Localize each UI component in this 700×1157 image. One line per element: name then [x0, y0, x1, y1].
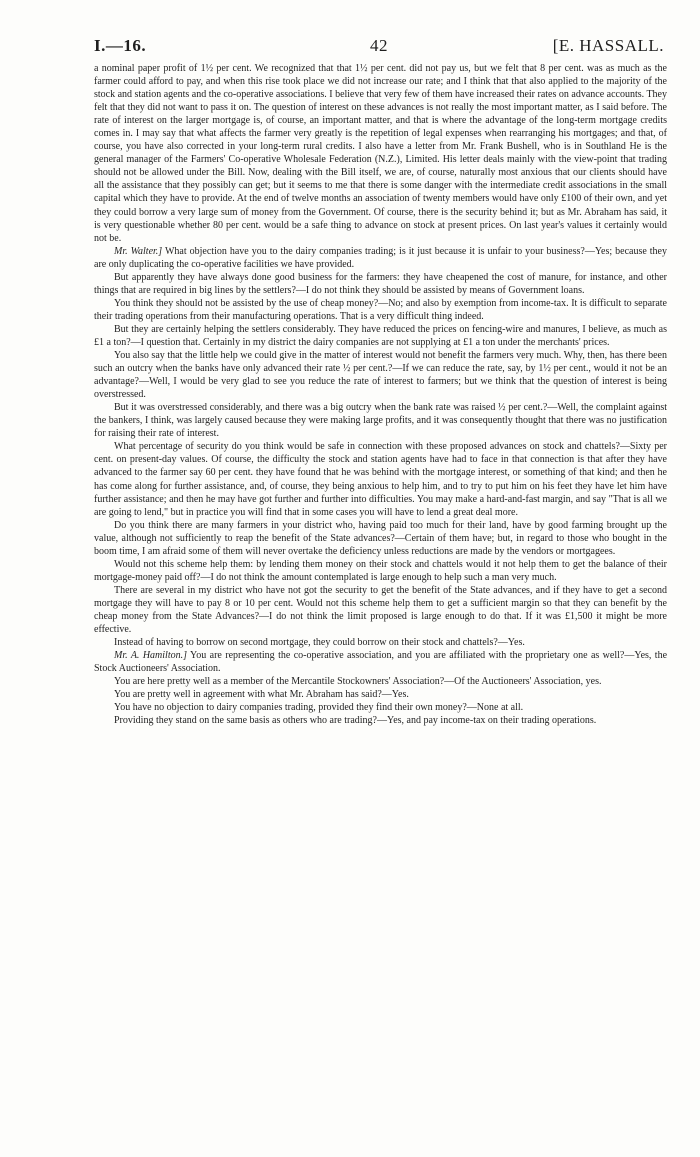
body-paragraph	[94, 349, 667, 401]
page-number: 42	[370, 36, 388, 55]
paragraph-text: But it was overstressed considerably, and there was a big outcry when the bank rate was raised ½ per cent.?—Well, the complaint against the bankers, I think, was largely caused because they were making large profits, and it was consequently thought that there was no justification for raising their rate of interest.	[94, 402, 667, 440]
body-paragraph	[94, 271, 667, 297]
body-paragraph	[94, 701, 667, 714]
body-paragraph	[94, 245, 667, 271]
paragraph-text: You have no objection to dairy companies trading, provided they find their own money?—None at all.	[114, 702, 524, 714]
body-paragraph	[94, 297, 667, 323]
paragraph-text: There are several in my district who have not got the security to get the benefit of the State advances, and if they have to get a second mortgage they will have to pay 8 or 10 per cent. Would not this scheme help them to get a sufficient margin so that they can benefit by the cheap money from the State Advances?—I do not think the limit proposed is large enough to do that. If it was £1,500 it might be more effective.	[94, 584, 667, 636]
paragraph-text: a nominal paper profit of 1½ per cent. We recognized that that 1½ per cent. did not pay us, but we felt that 8 per cent. was as much as the farmer could afford to pay, and when this rise took place we did not increase our rate; and I think that that also applied to the majority of the stock and station agents and the co-operative associations. I believe that very few of them have increased their rates on advance accounts. They felt that they did not want to pass it on. The question of interest on these advances is not really the most important matter, as I said before. The rate of interest on the larger mortgage is, of course, an important matter, and that is where the advantage of the long-term mortgage credits comes in. I may say that what affects the farmer very greatly is the repetition of legal expenses when rearranging his mortgages; and that, of course, you have also corrected in your long-term rural credits. I also have a letter from Mr. Frank Bushell, who is in Southland He is the general manager of the Farmers' Co-operative Wholesale Federation (N.Z.), Limited. His letter deals mainly with the view-point that trading should not be allowed under the Bill. Now, dealing with the Bill itself, we are, of course, naturally most anxious that our clients should have all the assistance that they possibly can get; but it seems to me that there is some danger with the intermediate credit associations in the small capital which they have to provide. At the end of twelve months an association of twenty members would have only £100 of their own, and yet they could borrow a very large sum of money from the Government. Of course, there is the security behind it; but as Mr. Abraham has said, it is very questionable whether 80 per cent. would be a safe thing to advance on stock at present prices. On last year's values it certainly would not be.	[94, 63, 667, 244]
document-reference: I.—16.	[94, 36, 147, 55]
paragraph-text: Do you think there are many farmers in your district who, having paid too much for their land, have by good farming brought up the value, although not sufficiently to reap the benefit of the State advances?—Certain of them have; but, in regard to those who bought in the boom time, I am afraid some of them will never overtake the deficiency unless reductions are made by the vendors or mortgagees.	[94, 519, 667, 557]
body-paragraph	[94, 649, 667, 675]
page-header	[94, 36, 664, 58]
paragraph-text: But apparently they have always done good business for the farmers: they have cheapened the cost of manure, for instance, and other things that are required in big lines by the settlers?—I do not think they should be assisted by means of Government loans.	[94, 271, 667, 296]
document-body	[94, 62, 667, 727]
body-paragraph	[94, 714, 667, 727]
witness-name: [E. HASSALL.	[552, 36, 664, 55]
paragraph-text: Providing they stand on the same basis as others who are trading?—Yes, and pay income-tax on their trading operations.	[114, 715, 597, 727]
body-paragraph	[94, 62, 667, 245]
body-paragraph	[94, 688, 667, 701]
body-paragraph	[94, 636, 667, 649]
paragraph-text: You think they should not be assisted by the use of cheap money?—No; and also by exemption from income-tax. It is difficult to separate their trading operations from their manufacturing operations. That is a very difficult thing indeed.	[94, 297, 667, 322]
paragraph-text: What objection have you to the dairy companies trading; is it just because it is unfair to your business?—Yes; because they are only duplicating the co-operative facilities we have provided.	[94, 245, 667, 270]
body-paragraph	[94, 323, 667, 349]
paragraph-text: But they are certainly helping the settlers considerably. They have reduced the prices on fencing-wire and manures, I believe, as much as £1 a ton?—I question that. Certainly in my district the dairy companies are not supplying at £1 a ton under the merchants' prices.	[94, 323, 667, 348]
paragraph-text: Instead of having to borrow on second mortgage, they could borrow on their stock and chattels?—Yes.	[114, 637, 525, 649]
body-paragraph	[94, 558, 667, 584]
speaker-label: Mr. A. Hamilton.]	[114, 650, 188, 662]
body-paragraph	[94, 440, 667, 518]
body-paragraph	[94, 519, 667, 558]
paragraph-text: You also say that the little help we could give in the matter of interest would not benefit the farmers very much. Why, then, has there been such an outcry when the banks have only advanced their rate ½ per cent.?—If we can reduce the rate, say, by 1½ per cent., would it not be an advantage?—Well, I would be very glad to see you reduce the rate of interest to farmers; but we think that the question of interest is being overstressed.	[94, 350, 667, 401]
speaker-label: Mr. Walter.]	[114, 245, 163, 257]
paragraph-text: Would not this scheme help them: by lending them money on their stock and chattels would it not help them to get the balance of their mortgage-money paid off?—I do not think the amount contemplated is large enough to help such a man very much.	[94, 558, 667, 583]
paragraph-text: You are pretty well in agreement with what Mr. Abraham has said?—Yes.	[114, 689, 409, 701]
paragraph-text: You are representing the co-operative association, and you are affiliated with the proprietary one as well?—Yes, the Stock Auctioneers' Association.	[94, 650, 668, 675]
body-paragraph	[94, 675, 667, 688]
paragraph-text: You are here pretty well as a member of the Mercantile Stockowners' Association?—Of the Auctioneers' Association, yes.	[114, 676, 602, 688]
paragraph-text: What percentage of security do you think would be safe in connection with these proposed advances on stock and chattels?—Sixty per cent. on present-day values. Of course, the difficulty the stock and station agents have had to face in that connection is that after they have advanced to the farmer say 60 per cent. they have found that he was behind with the mortgage interest, or something of that kind; and then he has come along for further assistance, and, of course, they being anxious to help him, and to try to put him on his feet they have let him have further assistance; and then he may have got further and further into difficulties. You may make a hard-and-fast margin, and say "That is all we are going to lend," but in practice you will find that in some cases you will have to lend a great deal more.	[94, 441, 667, 518]
body-paragraph	[94, 584, 667, 636]
body-paragraph	[94, 401, 667, 440]
